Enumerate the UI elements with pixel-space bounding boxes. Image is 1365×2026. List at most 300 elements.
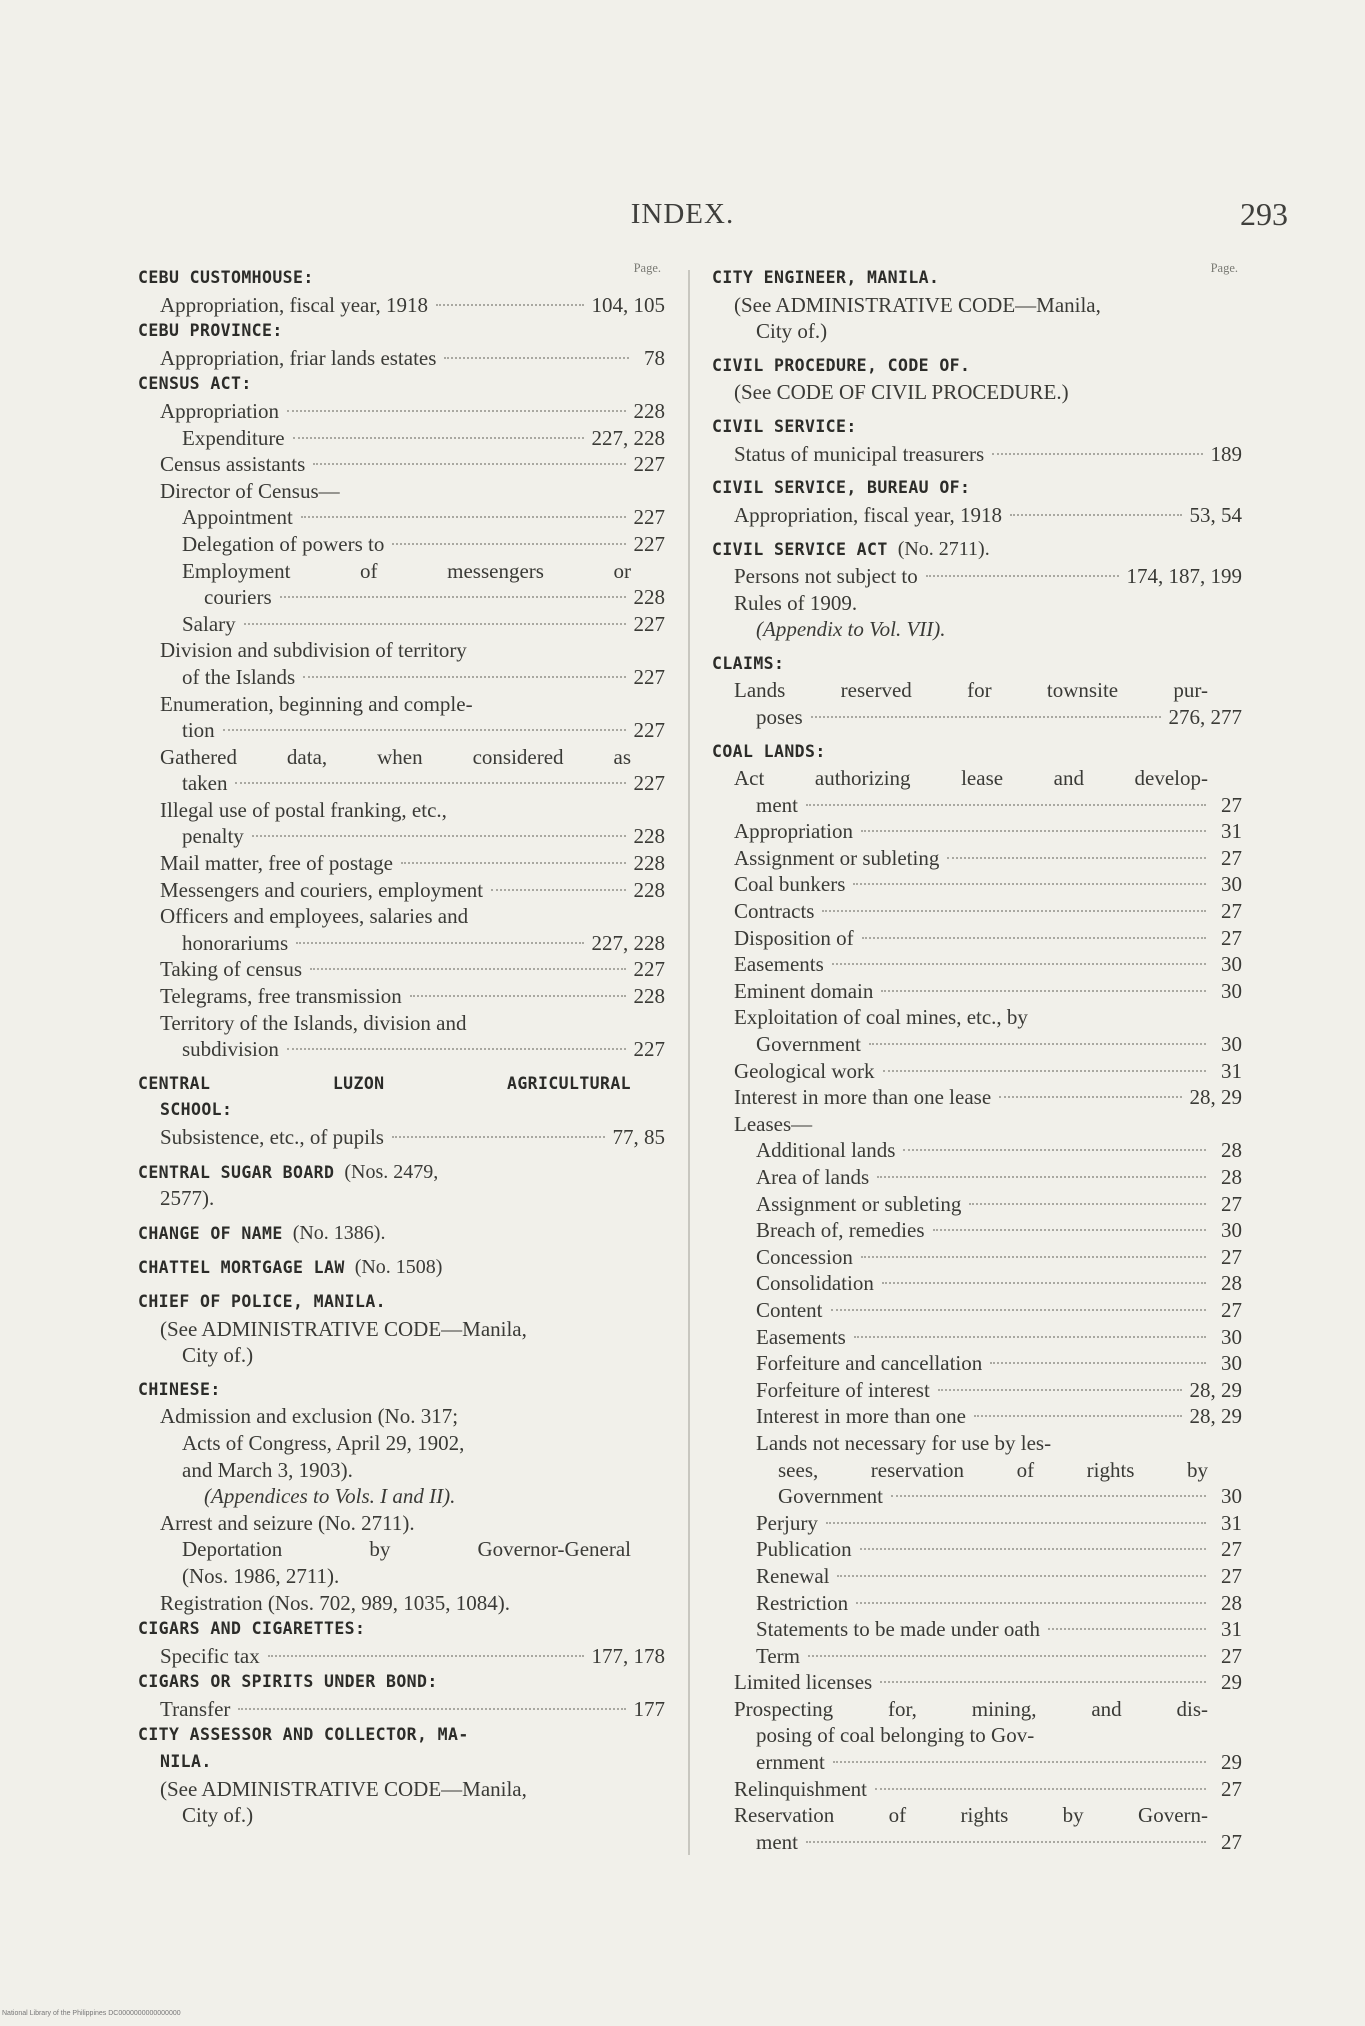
heading-note: (No. 1386). [292, 1221, 386, 1244]
index-entry [712, 1217, 1242, 1244]
index-heading [138, 1722, 665, 1749]
page-reference: 30 [1221, 1032, 1242, 1057]
dot-leader [410, 995, 626, 997]
dot-leader [891, 1495, 1206, 1497]
dot-leader [280, 596, 626, 598]
entry-text: City of.) [182, 1343, 254, 1368]
index-heading [138, 1749, 665, 1776]
entry-text: Mail matter, free of postage [160, 851, 393, 876]
index-entry [138, 664, 665, 691]
index-entry [138, 611, 665, 638]
index-heading [138, 1616, 665, 1643]
page-column-label: Page. [1210, 261, 1238, 275]
index-entry [712, 1749, 1242, 1776]
page-reference: 228 [633, 824, 665, 849]
heading-text: CIVIL SERVICE, BUREAU OF: [712, 478, 971, 498]
dot-leader [287, 410, 626, 412]
page-reference: 31 [1221, 1058, 1242, 1083]
dot-leader [861, 830, 1206, 832]
index-entry [712, 1377, 1242, 1404]
page-reference: 28 [1221, 1165, 1242, 1189]
page-reference: 27 [1221, 1829, 1242, 1854]
entry-text: Employment of messengers or [182, 558, 631, 583]
entry-text: Taking of census [160, 957, 302, 982]
index-entry [138, 1590, 665, 1617]
heading-text: CHINESE: [138, 1379, 221, 1399]
page-reference: 28 [1221, 1138, 1242, 1163]
column-divider [688, 270, 690, 1855]
page-reference: 30 [1221, 978, 1242, 1003]
entry-text: Reservation of rights by Govern- [734, 1803, 1208, 1828]
entry-text: (Appendix to Vol. VII). [756, 617, 946, 642]
index-heading [712, 353, 1242, 380]
page-reference: 227 [633, 1037, 665, 1062]
entry-text: Officers and employees, salaries and [160, 904, 469, 929]
index-entry [712, 1510, 1242, 1537]
entry-text: Expenditure [182, 425, 285, 450]
entry-text: Subsistence, etc., of pupils [160, 1125, 384, 1149]
page-reference: 276, 277 [1168, 704, 1242, 729]
heading-text: CLAIMS: [712, 653, 785, 673]
entry-text: Prospecting for, mining, and dis- [734, 1696, 1208, 1721]
scan-footer-strip: National Library of the Philippines DC0000000000000000 [2, 2010, 181, 2017]
dot-leader [252, 835, 626, 837]
entry-text: Government [756, 1032, 861, 1057]
index-entry [138, 717, 665, 744]
index-entry [712, 1270, 1242, 1297]
index-entry [712, 1696, 1242, 1723]
index-entry [138, 584, 665, 611]
entry-text: Term [756, 1643, 801, 1668]
entry-text: Contracts [734, 899, 815, 924]
entry-text: subdivision [182, 1037, 279, 1062]
page-reference: 28, 29 [1189, 1377, 1242, 1402]
index-entry [138, 1316, 665, 1343]
dot-leader [831, 1309, 1207, 1311]
index-entry [712, 1244, 1242, 1271]
index-entry [712, 951, 1242, 978]
dot-leader [223, 729, 626, 731]
entry-text: Appropriation [734, 819, 853, 844]
entry-text: Interest in more than one [756, 1404, 966, 1429]
index-entry [712, 871, 1242, 898]
index-entry [712, 1031, 1242, 1058]
index-entry [712, 292, 1242, 319]
page-reference: 31 [1221, 1510, 1242, 1535]
entry-text: Gathered data, when considered as [160, 744, 631, 769]
entry-text: ment [756, 792, 798, 817]
index-entry [712, 1084, 1242, 1111]
index-entry [712, 818, 1242, 845]
page-reference: 78 [644, 345, 665, 370]
index-entry [712, 792, 1242, 819]
entry-text: (See CODE OF CIVIL PROCEDURE.) [734, 380, 1069, 405]
entry-text: Acts of Congress, April 29, 1902, [182, 1430, 465, 1455]
entry-text: Appropriation, fiscal year, 1918 [160, 292, 428, 317]
index-entry [712, 1643, 1242, 1670]
index-column-right [712, 261, 1242, 1855]
dot-leader [235, 782, 625, 784]
index-heading [712, 265, 1242, 292]
page-reference: 228 [633, 851, 665, 876]
heading-text: CIGARS OR SPIRITS UNDER BOND: [138, 1672, 438, 1692]
heading-text: CITY ENGINEER, MANILA. [712, 268, 940, 287]
entry-text: Renewal [756, 1563, 830, 1588]
page-reference: 53, 54 [1189, 502, 1242, 527]
entry-text: Publication [756, 1537, 852, 1562]
entry-text: Persons not subject to [734, 563, 918, 588]
entry-text: Rules of 1909. [734, 590, 858, 615]
index-entry [712, 1483, 1242, 1510]
page-reference: 28 [1221, 1590, 1242, 1615]
page-reference: 27 [1221, 899, 1242, 924]
page-reference: 228 [633, 877, 665, 902]
entry-text: Act authorizing lease and develop- [734, 766, 1208, 791]
entry-text: Illegal use of postal franking, etc., [160, 797, 447, 822]
entry-text: Appropriation [160, 398, 279, 423]
index-entry [712, 1164, 1242, 1191]
dot-leader [903, 1149, 1206, 1151]
page-number: 293 [1240, 196, 1288, 232]
entry-text: Transfer [160, 1696, 231, 1721]
entry-text: ment [756, 1829, 798, 1854]
entry-text: Enumeration, beginning and comple- [160, 691, 473, 716]
entry-text: Breach of, remedies [756, 1218, 925, 1243]
dot-leader [1048, 1628, 1206, 1630]
index-entry [712, 898, 1242, 925]
dot-leader [875, 1788, 1206, 1790]
index-entry [712, 1590, 1242, 1617]
index-entry [712, 1403, 1242, 1430]
index-entry [712, 1324, 1242, 1351]
page-reference: 77, 85 [612, 1125, 665, 1149]
index-entry [138, 558, 665, 585]
entry-text: Deportation by Governor-General [182, 1537, 631, 1562]
page-reference: 27 [1221, 845, 1242, 870]
index-entry [712, 502, 1242, 529]
page-reference: 30 [1221, 872, 1242, 897]
index-heading [712, 651, 1242, 678]
index-entry [138, 1036, 665, 1063]
index-entry [138, 1802, 665, 1829]
index-entry [138, 1776, 665, 1803]
entry-text: Telegrams, free transmission [160, 984, 402, 1009]
dot-leader [837, 1575, 1206, 1577]
dot-leader [444, 357, 629, 359]
dot-leader [808, 1655, 1206, 1657]
index-entry [712, 563, 1242, 590]
entry-text: Status of municipal treasurers [734, 441, 985, 466]
dot-leader [826, 1522, 1206, 1524]
index-entry [138, 1185, 665, 1212]
dot-leader [926, 575, 1119, 577]
index-entry [712, 1191, 1242, 1218]
dot-leader [392, 543, 625, 545]
dot-leader [244, 623, 626, 625]
entry-text: Content [756, 1297, 823, 1322]
dot-leader [974, 1415, 1182, 1417]
entry-text: (Appendices to Vols. I and II). [204, 1484, 456, 1509]
index-entry [712, 616, 1242, 643]
heading-text: CIVIL SERVICE: [712, 416, 857, 436]
index-entry [712, 1536, 1242, 1563]
heading-text: COAL LANDS: [712, 741, 826, 761]
entry-text: (Nos. 1986, 2711). [182, 1563, 340, 1588]
entry-text: Lands not necessary for use by les- [756, 1430, 1052, 1455]
entry-text: Government [778, 1484, 883, 1509]
entry-text: of the Islands [182, 664, 296, 689]
index-entry [712, 1004, 1242, 1031]
entry-text: Consolidation [756, 1271, 874, 1296]
page-reference: 189 [1210, 441, 1242, 466]
index-entry [138, 1563, 665, 1590]
dot-leader [811, 716, 1161, 718]
index-entry [712, 1457, 1242, 1484]
entry-text: (See ADMINISTRATIVE CODE—Manila, [160, 1776, 527, 1801]
dot-leader [296, 942, 583, 944]
index-entry [138, 983, 665, 1010]
page-reference: 27 [1221, 1643, 1242, 1668]
page-reference: 28, 29 [1189, 1085, 1242, 1110]
entry-text: Territory of the Islands, division and [160, 1010, 467, 1035]
heading-text: CHANGE OF NAME [138, 1223, 283, 1243]
index-entry [712, 845, 1242, 872]
entry-text: Easements [734, 952, 824, 977]
dot-leader [883, 1070, 1206, 1072]
entry-text: Messengers and couriers, employment [160, 877, 484, 902]
index-entry [712, 978, 1242, 1005]
index-entry [138, 877, 665, 904]
index-entry [138, 1342, 665, 1369]
dot-leader [806, 1841, 1206, 1843]
dot-leader [303, 676, 625, 678]
dot-leader [881, 990, 1206, 992]
index-entry [138, 691, 665, 718]
dot-leader [999, 1096, 1181, 1098]
page-reference: 177 [633, 1696, 665, 1721]
dot-leader [853, 883, 1206, 885]
index-entry [138, 1010, 665, 1037]
page-reference: 28 [1221, 1271, 1242, 1296]
index-heading [138, 1071, 665, 1098]
page-reference: 174, 187, 199 [1126, 563, 1242, 588]
index-entry [138, 478, 665, 505]
page-reference: 27 [1221, 1563, 1242, 1588]
index-entry [138, 823, 665, 850]
entry-text: Arrest and seizure (No. 2711). [160, 1510, 415, 1535]
entry-text: 2577). [160, 1186, 215, 1211]
page-reference: 227 [633, 957, 665, 982]
page-reference: 29 [1221, 1670, 1242, 1695]
dot-leader [860, 1548, 1206, 1550]
page-reference: 27 [1221, 925, 1242, 950]
page-reference: 227 [633, 452, 665, 477]
heading-text: CITY ASSESSOR AND COLLECTOR, MA- [138, 1725, 469, 1745]
index-entry [138, 903, 665, 930]
index-heading [138, 318, 665, 345]
dot-leader [1010, 514, 1182, 516]
dot-leader [938, 1389, 1182, 1391]
dot-leader [822, 910, 1206, 912]
index-entry [138, 1696, 665, 1723]
entry-text: Census assistants [160, 452, 306, 477]
index-entry [712, 1111, 1242, 1138]
entry-text: Leases— [734, 1111, 813, 1136]
page-reference: 227, 228 [591, 425, 665, 450]
index-heading [138, 1669, 665, 1696]
heading-text: CIGARS AND CIGARETTES: [138, 1619, 366, 1639]
entry-text: and March 3, 1903). [182, 1457, 353, 1482]
entry-text: Specific tax [160, 1643, 260, 1668]
entry-text: poses [756, 704, 803, 729]
index-heading [138, 1159, 665, 1186]
entry-text: Relinquishment [734, 1776, 867, 1801]
index-entry [138, 850, 665, 877]
entry-text: Lands reserved for townsite pur- [734, 678, 1208, 703]
page-reference: 30 [1221, 1324, 1242, 1349]
entry-text: Geological work [734, 1058, 875, 1083]
dot-leader [833, 1761, 1206, 1763]
index-heading [138, 1220, 665, 1247]
entry-text: Assignment or subleting [734, 845, 940, 870]
entry-text: Concession [756, 1244, 853, 1269]
page-reference: 104, 105 [591, 292, 665, 317]
entry-text: tion [182, 718, 215, 743]
dot-leader [877, 1176, 1206, 1178]
index-heading [138, 371, 665, 398]
index-heading [138, 1254, 665, 1281]
page-reference: 30 [1221, 952, 1242, 977]
heading-text: CENSUS ACT: [138, 374, 252, 394]
page-reference: 227 [633, 664, 665, 689]
entry-text: Additional lands [756, 1138, 896, 1163]
index-entry [712, 1669, 1242, 1696]
index-entry [712, 318, 1242, 345]
dot-leader [287, 1048, 626, 1050]
entry-text: Appropriation, friar lands estates [160, 345, 437, 370]
dot-leader [947, 857, 1206, 859]
heading-note: (No. 2711). [897, 538, 990, 561]
index-entry [712, 590, 1242, 617]
page-reference: 227 [633, 771, 665, 796]
index-heading [712, 536, 1242, 563]
index-entry [138, 531, 665, 558]
entry-text: Area of lands [756, 1165, 870, 1189]
page-reference: 30 [1221, 1484, 1242, 1509]
entry-text: Director of Census— [160, 478, 340, 503]
entry-text: Exploitation of coal mines, etc., by [734, 1005, 1028, 1030]
index-entry [712, 1137, 1242, 1164]
entry-text: Forfeiture and cancellation [756, 1351, 983, 1376]
entry-text: City of.) [182, 1803, 254, 1828]
page-reference: 227 [633, 611, 665, 636]
page-reference: 27 [1221, 1244, 1242, 1269]
entry-text: Assignment or subleting [756, 1191, 962, 1216]
index-column-left [138, 261, 665, 1829]
index-entry [138, 930, 665, 957]
index-heading [712, 475, 1242, 502]
page-reference: 227 [633, 718, 665, 743]
index-entry [712, 441, 1242, 468]
index-entry [712, 1563, 1242, 1590]
index-entry [712, 704, 1242, 731]
page-reference: 227, 228 [591, 930, 665, 955]
page-reference: 27 [1221, 1297, 1242, 1322]
page-reference: 27 [1221, 1191, 1242, 1216]
dot-leader [806, 804, 1206, 806]
entry-text: ernment [756, 1750, 825, 1775]
dot-leader [268, 1655, 584, 1657]
heading-note: (Nos. 2479, [344, 1160, 439, 1183]
index-entry [138, 1430, 665, 1457]
index-entry [138, 398, 665, 425]
page-reference: 27 [1221, 1776, 1242, 1801]
entry-text: Delegation of powers to [182, 531, 385, 556]
dot-leader [933, 1229, 1206, 1231]
index-entry [138, 797, 665, 824]
dot-leader [856, 1602, 1206, 1604]
index-heading [138, 1289, 665, 1316]
index-heading [138, 1097, 665, 1124]
entry-text: taken [182, 771, 228, 796]
heading-text: CEBU PROVINCE: [138, 321, 283, 341]
entry-text: couriers [204, 585, 272, 610]
entry-text: sees, reservation of rights by [778, 1457, 1208, 1482]
index-entry [138, 1403, 665, 1430]
index-entry [712, 765, 1242, 792]
page-reference: 228 [633, 984, 665, 1009]
index-heading [712, 414, 1242, 441]
index-entry [138, 1510, 665, 1537]
heading-text: CHIEF OF POLICE, MANILA. [138, 1291, 387, 1311]
entry-text: City of.) [756, 319, 828, 344]
page-reference: 227 [633, 531, 665, 556]
dot-leader [293, 437, 584, 439]
dot-leader [854, 1336, 1206, 1338]
index-entry [712, 925, 1242, 952]
index-entry [138, 1536, 665, 1563]
index-entry [712, 1350, 1242, 1377]
index-entry [712, 677, 1242, 704]
index-entry [712, 1829, 1242, 1856]
entry-text: (See ADMINISTRATIVE CODE—Manila, [734, 292, 1101, 317]
heading-text: CENTRAL LUZON AGRICULTURAL [138, 1073, 631, 1093]
index-entry [138, 504, 665, 531]
heading-text: SCHOOL: [160, 1100, 233, 1120]
entry-text: Interest in more than one lease [734, 1085, 992, 1110]
page-reference: 30 [1221, 1351, 1242, 1376]
entry-text: Restriction [756, 1590, 849, 1615]
entry-text: Registration (Nos. 702, 989, 1035, 1084). [160, 1590, 510, 1615]
page-reference: 228 [633, 398, 665, 423]
running-header: INDEX. [630, 198, 735, 230]
entry-text: Perjury [756, 1510, 818, 1535]
dot-leader [491, 889, 625, 891]
index-entry [138, 956, 665, 983]
page-reference: 31 [1221, 1617, 1242, 1642]
dot-leader [869, 1043, 1206, 1045]
index-entry [712, 1776, 1242, 1803]
entry-text: penalty [182, 824, 244, 849]
page-column-label: Page. [633, 261, 661, 275]
entry-text: Disposition of [734, 925, 854, 950]
index-entry [138, 1124, 665, 1151]
index-entry [138, 637, 665, 664]
dot-leader [401, 862, 626, 864]
index-entry [712, 1722, 1242, 1749]
index-entry [712, 1430, 1242, 1457]
heading-text: CIVIL SERVICE ACT [712, 540, 888, 560]
